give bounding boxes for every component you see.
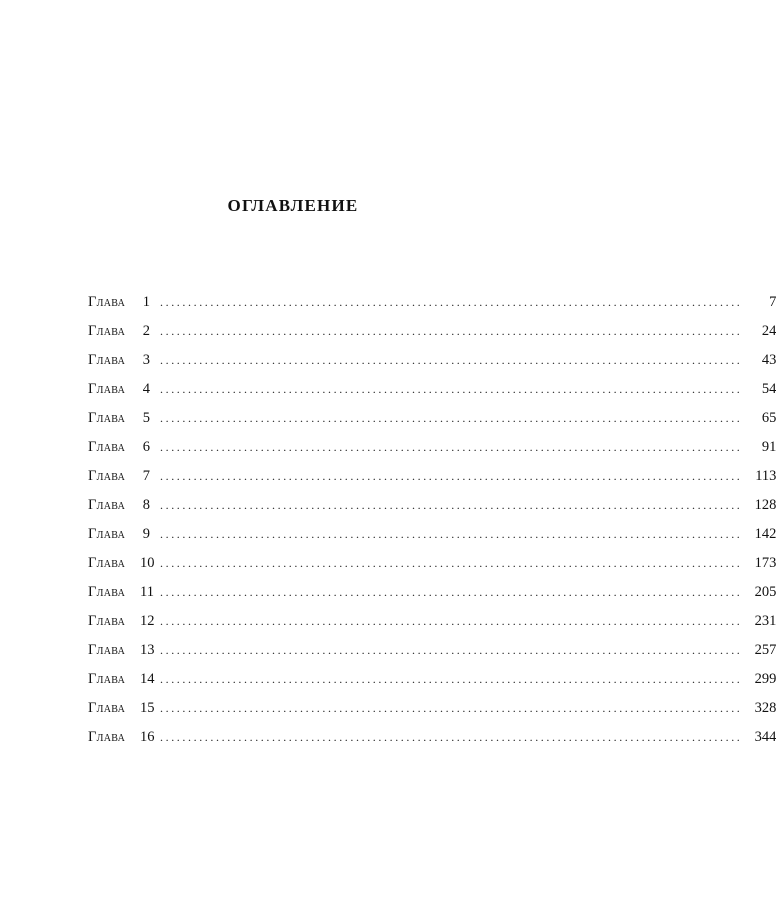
toc-entry [88,317,776,346]
chapter-label: Глава [88,468,126,484]
page-number: 344 [754,729,776,745]
page-number: 24 [761,323,776,339]
chapter-number: 4 [142,381,150,397]
dot-leader: ........................................................................................................ [160,440,743,454]
chapter-number: 8 [142,497,150,513]
chapter-label: Глава [88,584,126,600]
dot-leader: ........................................................................................................ [160,730,743,744]
toc-entry [88,288,776,317]
toc-entry [88,462,776,491]
chapter-label: Глава [88,613,126,629]
dot-leader: ........................................................................................................ [160,411,743,425]
dot-leader: ........................................................................................................ [160,672,743,686]
dot-leader: ........................................................................................................ [160,614,743,628]
chapter-label: Глава [88,729,126,745]
chapter-label: Глава [88,381,126,397]
dot-leader: ........................................................................................................ [160,643,743,657]
dot-leader: ........................................................................................................ [160,556,743,570]
dot-leader: ........................................................................................................ [160,498,743,512]
page-number: 54 [761,381,776,397]
toc-entry [88,520,776,549]
chapter-label: Глава [88,671,126,687]
dot-leader: ........................................................................................................ [160,701,743,715]
page-number: 257 [754,642,776,658]
page-number: 328 [754,700,776,716]
toc-entry [88,404,776,433]
dot-leader: ........................................................................................................ [160,585,743,599]
page-number: 205 [754,584,776,600]
chapter-number: 5 [142,410,150,426]
toc-entry [88,694,776,723]
dot-leader: ........................................................................................................ [160,382,743,396]
page-number: 299 [754,671,776,687]
chapter-number: 10 [140,555,155,571]
page-number: 7 [769,294,776,310]
dot-leader: ........................................................................................................ [160,295,743,309]
chapter-number: 11 [140,584,154,600]
chapter-number: 1 [142,294,150,310]
toc-entry [88,549,776,578]
dot-leader: ........................................................................................................ [160,324,743,338]
toc-entry [88,607,776,636]
chapter-label: Глава [88,526,126,542]
chapter-number: 6 [142,439,150,455]
chapter-number: 9 [142,526,150,542]
chapter-label: Глава [88,497,126,513]
dot-leader: ........................................................................................................ [160,353,743,367]
page-title: ОГЛАВЛЕНИЕ [227,196,359,215]
chapter-number: 3 [142,352,150,368]
chapter-label: Глава [88,642,126,658]
page-number: 43 [761,352,776,368]
chapter-label: Глава [88,323,126,339]
toc-entry [88,491,776,520]
toc-entry [88,723,776,752]
table-of-contents [88,288,776,752]
toc-entry [88,433,776,462]
chapter-number: 2 [142,323,150,339]
chapter-label: Глава [88,700,126,716]
chapter-label: Глава [88,410,126,426]
chapter-label: Глава [88,352,126,368]
chapter-label: Глава [88,294,126,310]
toc-entry [88,665,776,694]
page-number: 173 [754,555,776,571]
dot-leader: ........................................................................................................ [160,469,743,483]
toc-entry [88,346,776,375]
chapter-number: 12 [140,613,155,629]
dot-leader: ........................................................................................................ [160,527,743,541]
page-number: 128 [754,497,776,513]
page-number: 65 [761,410,776,426]
chapter-number: 13 [140,642,155,658]
chapter-number: 15 [140,700,155,716]
chapter-label: Глава [88,555,126,571]
chapter-label: Глава [88,439,126,455]
page-number: 231 [754,613,776,629]
toc-entry [88,578,776,607]
page-number: 142 [754,526,776,542]
page-number: 91 [761,439,776,455]
chapter-number: 16 [140,729,155,745]
chapter-number: 14 [140,671,155,687]
chapter-number: 7 [142,468,150,484]
page-number: 113 [755,468,776,484]
toc-entry [88,375,776,404]
toc-entry [88,636,776,665]
